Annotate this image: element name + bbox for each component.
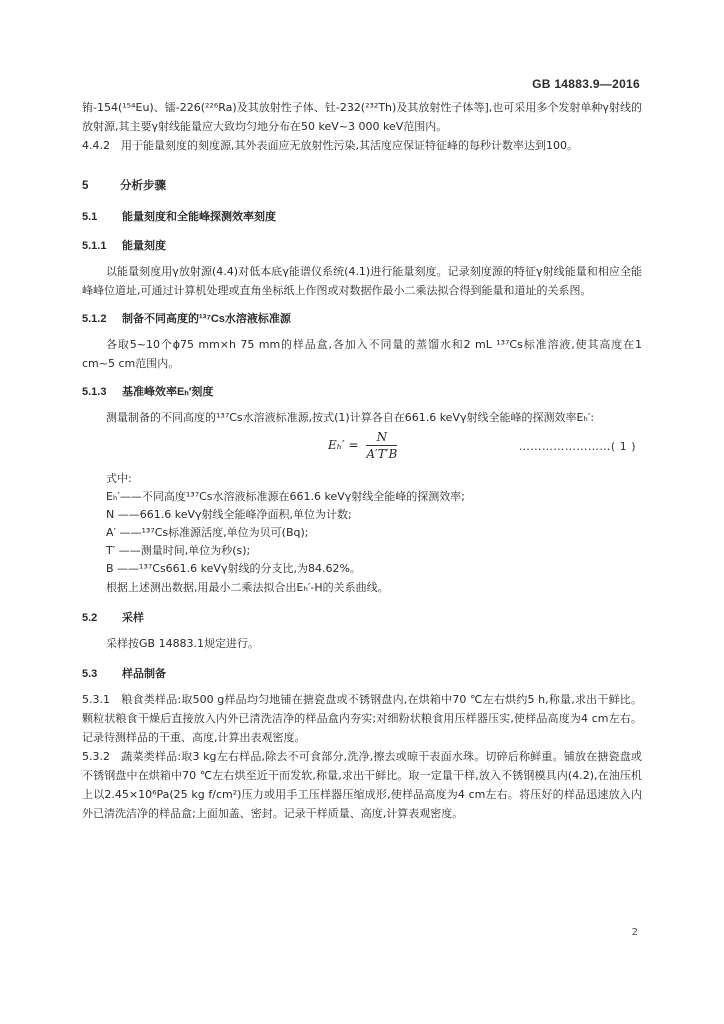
efficiency-formula bbox=[82, 429, 642, 465]
legend-item: B ——¹³⁷Cs661.6 keVγ射线的分支比,为84.62%。 bbox=[106, 562, 361, 575]
section-5-2-body: 采样按GB 14883.1规定进行。 bbox=[106, 637, 260, 650]
formula-lhs: Eₕ′ = bbox=[328, 438, 359, 452]
section-title: 基准峰效率Eₕ′刻度 bbox=[122, 386, 214, 398]
clause-5-3-1: 5.3.1 粮食类样品:取500 g样品均匀地铺在搪瓷盘或不锈钢盘内,在烘箱中70 ℃左右烘约5 h,称量,求出干鲜比。颗粒状粮食干燥后直接放入内外已清洗洁净的样品盒内夯实;对细粉状粮食用压样器压实,使样品高度为4 cm左右。记录待测样品的干重、高度,计算出表观密度。 bbox=[82, 693, 642, 744]
section-5-1-heading bbox=[82, 208, 642, 227]
section-5-1-3-heading bbox=[82, 383, 642, 402]
formula-fraction bbox=[366, 429, 397, 462]
standard-code: GB 14883.9—2016 bbox=[532, 77, 640, 91]
formula-denominator: A′T′B bbox=[366, 447, 398, 461]
clause-4-4-2: 4.4.2 用于能量刻度的刻度源,其外表面应无放射性污染,其活度应保证特征峰的每秒计数率达到100。 bbox=[82, 139, 578, 152]
section-5-1-3-closing: 根据上述测出数据,用最小二乘法拟合出Eₕ′-H的关系曲线。 bbox=[106, 581, 389, 594]
legend-item: Eₕ′——不同高度¹³⁷Cs水溶液标准源在661.6 keVγ射线全能峰的探测效率; bbox=[106, 490, 466, 503]
section-number: 5.3 bbox=[82, 668, 98, 680]
section-number: 5.1.1 bbox=[82, 240, 107, 252]
section-number: 5 bbox=[82, 180, 89, 192]
section-title: 能量刻度 bbox=[122, 240, 166, 252]
legend-item: A′ ——¹³⁷Cs标准源活度,单位为贝可(Bq); bbox=[106, 526, 309, 539]
section-5-3-heading bbox=[82, 665, 642, 684]
section-5-1-3-body: 测量制备的不同高度的¹³⁷Cs水溶液标准源,按式(1)计算各自在661.6 keVγ射线全能峰的探测效率Eₕ′: bbox=[106, 411, 595, 424]
where-label: 式中: bbox=[106, 472, 132, 485]
equation-number: ……………………( 1 ) bbox=[518, 440, 636, 453]
intro-paragraph: 铕-154(¹⁵⁴Eu)、镭-226(²²⁶Ra)及其放射性子体、钍-232(²³²Th)及其放射性子体等],也可采用多个发射单种γ射线的放射源,其主要γ射线能量应大致均匀地分布在50 keV~3 000 keV范围内。 bbox=[82, 101, 642, 133]
section-5-2-heading bbox=[82, 609, 642, 628]
section-title: 制备不同高度的¹³⁷Cs水溶液标准源 bbox=[122, 313, 291, 325]
section-number: 5.1.2 bbox=[82, 313, 107, 325]
formula-legend bbox=[82, 488, 642, 578]
section-title: 分析步骤 bbox=[120, 180, 166, 192]
section-number: 5.2 bbox=[82, 612, 98, 624]
section-5-1-1-body: 以能量刻度用γ放射源(4.4)对低本底γ能谱仪系统(4.1)进行能量刻度。记录刻度源的特征γ射线能量和相应全能峰峰位道址,可通过计算机处理或直角坐标纸上作图或对数据作最小二乘法拟合得到能量和道址的关系图。 bbox=[82, 265, 642, 297]
section-number: 5.1 bbox=[82, 211, 98, 223]
section-title: 能量刻度和全能峰探测效率刻度 bbox=[122, 211, 276, 223]
document-body bbox=[82, 98, 642, 823]
section-5-1-1-heading bbox=[82, 237, 642, 256]
section-5-1-2-heading bbox=[82, 310, 642, 329]
section-5-1-2-body: 各取5~10个ϕ75 mm×h 75 mm的样品盒,各加入不同量的蒸馏水和2 mL ¹³⁷Cs标准溶液,使其高度在1 cm~5 cm范围内。 bbox=[82, 338, 642, 370]
section-title: 采样 bbox=[122, 612, 144, 624]
legend-item: T′ ——测量时间,单位为秒(s); bbox=[106, 544, 251, 557]
page-number: 2 bbox=[631, 927, 638, 938]
clause-5-3-2: 5.3.2 蔬菜类样品:取3 kg左右样品,除去不可食部分,洗净,擦去或晾干表面水珠。切碎后称鲜重。铺放在搪瓷盘或不锈钢盘中在烘箱中70 ℃左右烘至近干而发软,称量,求出干鲜比。取一定量干样,放入不锈钢模具内(4.2),在油压机上以2.45×10⁶Pa(25 kg f/cm²)压力或用手工压样器压缩成形,使样品高度为4 cm左右。将压好的样品迅速放入内外已清洗洁净的样品盒;上面加盖、密封。记录干样质量、高度,计算表观密度。 bbox=[82, 750, 642, 820]
section-number: 5.1.3 bbox=[82, 386, 107, 398]
section-title: 样品制备 bbox=[122, 668, 166, 680]
section-5-heading bbox=[82, 177, 642, 196]
formula-numerator: N bbox=[366, 429, 397, 446]
legend-item: N ——661.6 keVγ射线全能峰净面积,单位为计数; bbox=[106, 508, 352, 521]
